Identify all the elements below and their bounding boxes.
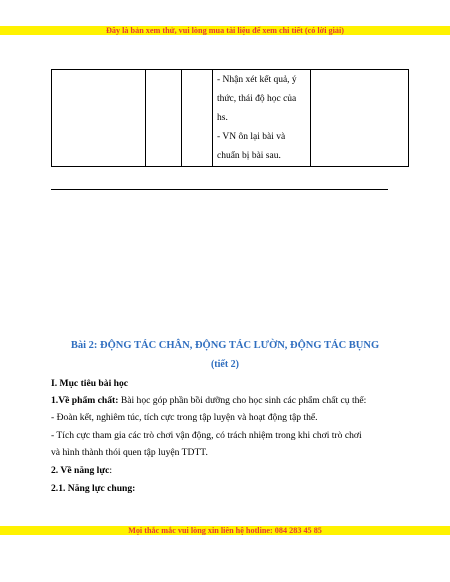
quality-label: 1.Về phẩm chất:: [51, 395, 119, 406]
bullet-teamwork: - Đoàn kết, nghiêm túc, tích cực trong tập luyện và hoạt động tập thể.: [51, 412, 318, 423]
hotline-text: Mọi thắc mắc vui lòng xin liên hệ hotline: 084 283 45 85: [128, 526, 322, 535]
general-ability-heading: 2.1. Năng lực chung:: [51, 483, 136, 494]
quality-text: Bài học góp phần bồi dưỡng cho học sinh các phẩm chất cụ thể:: [118, 395, 367, 406]
lesson-period: (tiết 2): [210, 359, 240, 370]
preview-notice-banner: [0, 26, 450, 35]
ability-colon: :: [109, 465, 113, 476]
divider-line: [51, 189, 388, 190]
hotline-banner: [0, 526, 450, 535]
table-cell: [146, 70, 182, 167]
lesson-title: Bài 2: ĐỘNG TÁC CHÂN, ĐỘNG TÁC LƯỜN, ĐỘNG TÁC BỤNG: [70, 340, 380, 351]
preview-notice-text: Đây là bản xem thử, vui lòng mua tài liệu để xem chi tiết (có lời giải): [105, 26, 344, 35]
table-row: [52, 70, 409, 167]
bullet-participation-line1: - Tích cực tham gia các trò chơi vận động, có trách nhiệm trong khi chơi trò chơi: [51, 430, 362, 441]
bullet-participation-line2: và hình thành thói quen tập luyện TDTT.: [51, 447, 208, 458]
cell-line: - Nhận xét kết quả, ý: [217, 75, 297, 85]
table-cell: [182, 70, 213, 167]
cell-line: hs.: [217, 113, 228, 123]
quality-paragraph: [51, 394, 401, 408]
cell-line: thức, thái độ học của: [217, 94, 297, 104]
table-cell-activity: [213, 70, 311, 167]
lesson-plan-table: [51, 69, 409, 167]
cell-line: chuẩn bị bài sau.: [217, 151, 281, 161]
table-cell: [52, 70, 146, 167]
ability-heading: [51, 464, 401, 478]
ability-label: 2. Về năng lực: [51, 465, 110, 476]
section-heading-objectives: I. Mục tiêu bài học: [51, 378, 129, 389]
cell-line: - VN ôn lại bài và: [217, 132, 286, 142]
table-cell: [311, 70, 409, 167]
